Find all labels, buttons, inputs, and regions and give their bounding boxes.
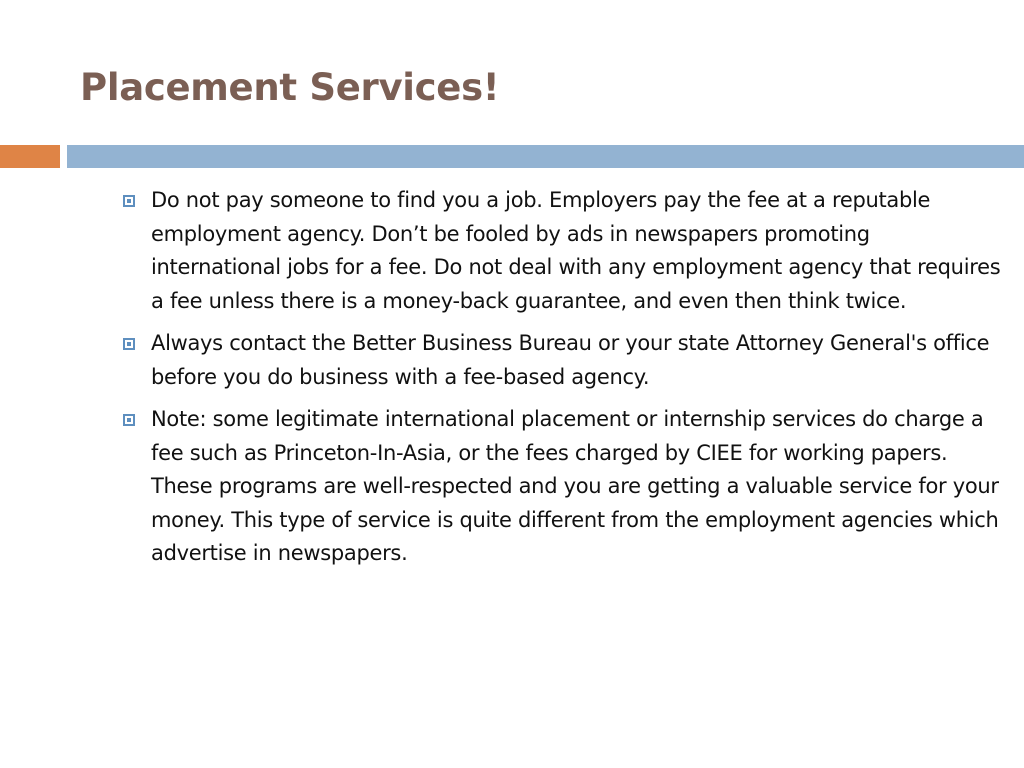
accent-bar (0, 145, 60, 168)
bullet-item (122, 403, 1002, 571)
bullet-text: Do not pay someone to find you a job. Employers pay the fee at a reputable employment agency. Don’t be fooled by ads in newspapers promoting international jobs for a fee. Do not deal with any employment agency that requires a fee unless there is a money-back guarantee, and even then think twice. (151, 188, 1001, 313)
bullet-item (122, 327, 1002, 394)
square-bullet-icon (123, 195, 135, 207)
header-divider-bar (67, 145, 1024, 168)
square-bullet-icon (123, 338, 135, 350)
bullet-item (122, 184, 1002, 318)
square-bullet-icon (123, 414, 135, 426)
bullet-list (122, 184, 1002, 580)
bullet-text: Note: some legitimate international placement or internship services do charge a fee such as Princeton-In-Asia, or the fees charged by CIEE for working papers. These programs are well-respected and you are getting a valuable service for your money. This type of service is quite different from the employment agencies which advertise in newspapers. (151, 407, 999, 565)
slide-title: Placement Services! (80, 66, 500, 109)
bullet-text: Always contact the Better Business Bureau or your state Attorney General's office before you do business with a fee-based agency. (151, 331, 990, 389)
